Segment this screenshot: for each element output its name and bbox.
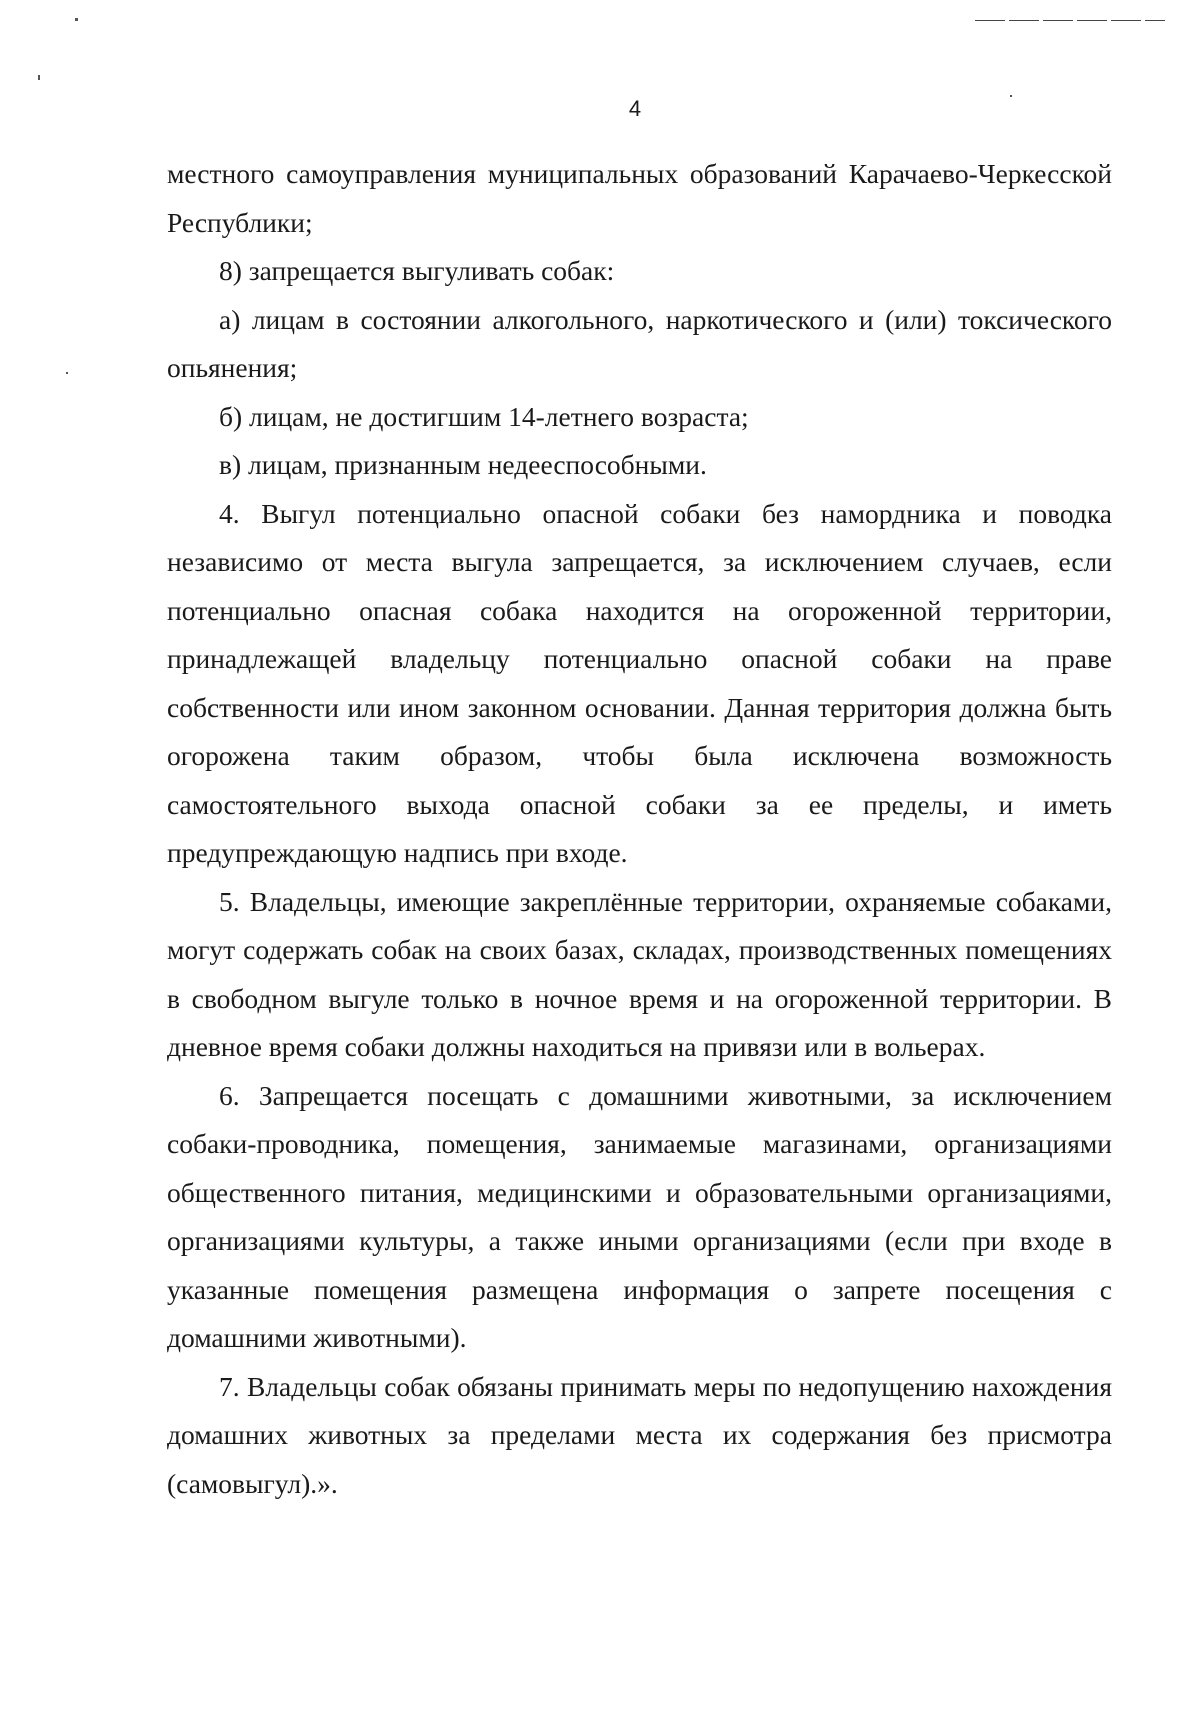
- paragraph-continuation: местного самоуправления муниципальных образований Карачаево-Черкесской Республики;: [167, 158, 1112, 238]
- paragraph-section-7: 7. Владельцы собак обязаны принимать меры по недопущению нахождения домашних животных за пределами места их содержания без присмотра (самовыгул).».: [167, 1370, 1112, 1499]
- paragraph-section-6: 6. Запрещается посещать с домашними животными, за исключением собаки-проводника, помещения, занимаемые магазинами, организациями общественного питания, медицинскими и образовательными организациями, организациями культуры, а также иными организациями (если при входе в указанные помещения размещена информация о запрете посещения с домашними животными).: [167, 1079, 1112, 1353]
- scan-artifact-dot: [38, 75, 40, 80]
- scan-artifact-dot: [75, 18, 78, 21]
- scan-artifact-dot: [66, 372, 68, 374]
- scan-artifact-line: [975, 20, 1165, 21]
- paragraph-section-4: 4. Выгул потенциально опасной собаки без намордника и поводка независимо от места выгула запрещается, за исключением случаев, если потенциально опасная собака находится на огороженной территории, принадлежащей владельцу потенциально опасной собаки на праве собственности или ином законном основании. Данная территория должна быть огорожена таким образом, чтобы была исключена возможность самостоятельного выхода опасной собаки за ее пределы, и иметь предупреждающую надпись при входе.: [167, 497, 1112, 868]
- paragraph-subitem-b: б) лицам, не достигшим 14-летнего возраста;: [219, 400, 749, 432]
- document-body: [167, 150, 1112, 1508]
- page-number: 4: [628, 96, 642, 121]
- paragraph-subitem-a: а) лицам в состоянии алкогольного, наркотического и (или) токсического опьянения;: [167, 303, 1112, 383]
- paragraph-section-5: 5. Владельцы, имеющие закреплённые территории, охраняемые собаками, могут содержать собак на своих базах, складах, производственных помещениях в свободном выгуле только в ночное время и на огороженной территории. В дневное время собаки должны находиться на привязи или в вольерах.: [167, 885, 1112, 1062]
- paragraph-item-8: 8) запрещается выгуливать собак:: [219, 255, 615, 286]
- paragraph-subitem-v: в) лицам, признанным недееспособными.: [219, 449, 707, 480]
